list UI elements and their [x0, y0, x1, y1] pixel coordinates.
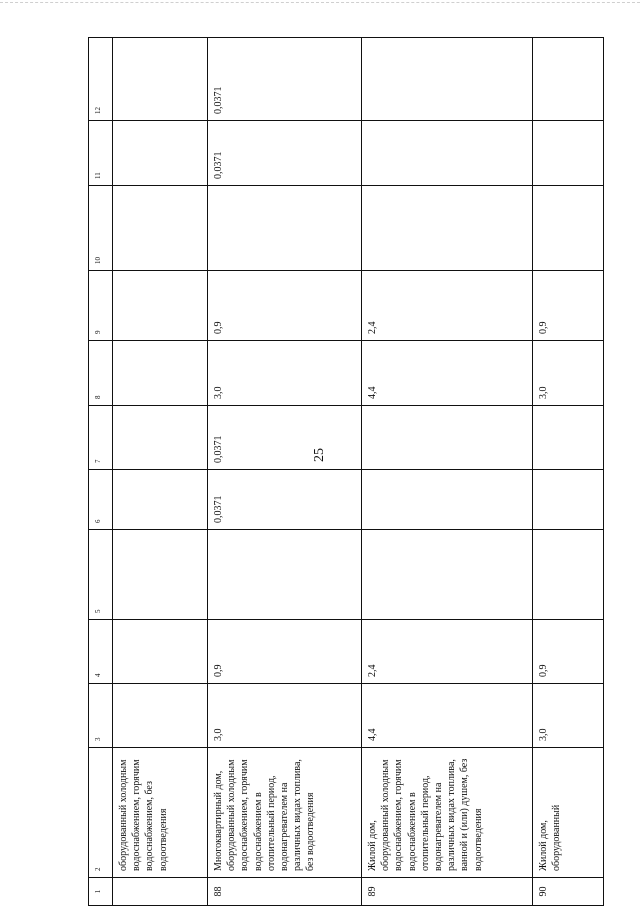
value-cell: 4,4 — [362, 340, 533, 405]
col-header-9: 9 — [89, 270, 113, 340]
value-cell: 3,0 — [533, 683, 604, 747]
value-cell — [362, 120, 533, 185]
row-name-cell: Многоквартирный дом, оборудованный холодным водоснабжением, горячим водоснабжением в отопительный период, водонагревателем на различных видах топлива, без водоотведения — [208, 747, 362, 877]
value-cell — [113, 340, 208, 405]
col-header-7: 7 — [89, 405, 113, 469]
page-number: 25 — [312, 448, 327, 462]
value-cell — [533, 469, 604, 529]
row-name-cell: Жилой дом, оборудованный — [533, 747, 604, 877]
value-cell — [362, 405, 533, 469]
value-cell: 2,4 — [362, 619, 533, 683]
value-cell — [113, 683, 208, 747]
value-cell — [208, 529, 362, 619]
rotated-table — [88, 37, 604, 906]
col-header-3: 3 — [89, 683, 113, 747]
row-num-cell — [113, 877, 208, 905]
value-cell — [113, 37, 208, 120]
value-cell — [362, 185, 533, 270]
value-cell — [113, 120, 208, 185]
value-cell — [113, 619, 208, 683]
value-cell — [533, 37, 604, 120]
value-cell: 2,4 — [362, 270, 533, 340]
row-num-cell: 90 — [533, 877, 604, 905]
col-header-12: 12 — [89, 37, 113, 120]
value-cell — [208, 185, 362, 270]
value-cell — [113, 405, 208, 469]
row-num-cell: 89 — [362, 877, 533, 905]
value-cell: 4,4 — [362, 683, 533, 747]
col-header-8: 8 — [89, 340, 113, 405]
col-header-4: 4 — [89, 619, 113, 683]
value-cell — [533, 120, 604, 185]
value-cell — [362, 469, 533, 529]
value-cell — [533, 405, 604, 469]
value-cell: 3,0 — [533, 340, 604, 405]
row-name-cell: оборудованный холодным водоснабжением, горячим водоснабжением, без водоотведения — [113, 747, 208, 877]
value-cell — [362, 529, 533, 619]
col-header-6: 6 — [89, 469, 113, 529]
value-cell: 0,0371 — [208, 120, 362, 185]
row-num-cell: 88 — [208, 877, 362, 905]
value-cell — [113, 529, 208, 619]
col-header-2: 2 — [89, 747, 113, 877]
col-header-11: 11 — [89, 120, 113, 185]
value-cell: 0,9 — [208, 270, 362, 340]
row-name-cell: Жилой дом, оборудованный холодным водоснабжением, горячим водоснабжением в отопительный период, водонагревателем на различных видах топлива, ванной и (или) душем, без водоотведения — [362, 747, 533, 877]
value-cell — [113, 270, 208, 340]
value-cell: 0,0371 — [208, 405, 362, 469]
value-cell: 0,9 — [533, 270, 604, 340]
value-cell: 3,0 — [208, 340, 362, 405]
value-cell: 0,9 — [208, 619, 362, 683]
col-header-10: 10 — [89, 185, 113, 270]
value-cell — [533, 185, 604, 270]
value-cell — [113, 469, 208, 529]
col-header-5: 5 — [89, 529, 113, 619]
value-cell: 0,0371 — [208, 37, 362, 120]
value-cell: 0,9 — [533, 619, 604, 683]
value-cell: 0,0371 — [208, 469, 362, 529]
value-cell — [113, 185, 208, 270]
col-header-1: 1 — [89, 877, 113, 905]
scan-top-border — [0, 2, 640, 3]
value-cell — [533, 529, 604, 619]
value-cell — [362, 37, 533, 120]
value-cell: 3,0 — [208, 683, 362, 747]
